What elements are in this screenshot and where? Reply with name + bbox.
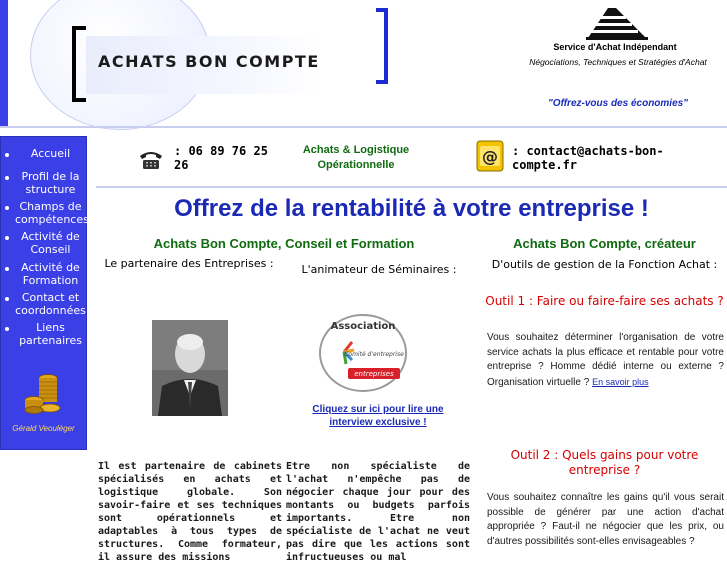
- author-signature: Gérald Veouléger: [12, 424, 75, 433]
- assoc-logo-mid: Comité d'entreprise: [344, 351, 404, 358]
- right-section-heading: Achats Bon Compte, créateur: [513, 236, 696, 251]
- slogan: "Offrez-vous des économies": [548, 98, 688, 109]
- sidebar-item-liens[interactable]: [1, 321, 88, 347]
- col1-subheading: Le partenaire des Entreprises :: [104, 257, 274, 270]
- service-title: Service d'Achat Indépendant: [553, 42, 677, 52]
- sidebar-item-label: Contact et coordonnées: [15, 291, 86, 317]
- col2-subheading: L'animateur de Séminaires :: [301, 263, 457, 276]
- sidebar-item-formation[interactable]: [1, 261, 88, 287]
- assoc-logo-top: Association: [330, 321, 396, 332]
- right-subheading: D'outils de gestion de la Fonction Achat :: [491, 258, 718, 271]
- outil1-title: Outil 1 : Faire ou faire-faire ses achats ?: [485, 294, 724, 308]
- service-subtitle: Négociations, Techniques et Stratégies d'Achat: [529, 57, 707, 67]
- sidebar-item-label: Activité de Formation: [21, 261, 80, 287]
- header-left-bar: [0, 0, 8, 128]
- bullet-icon: [5, 176, 9, 180]
- outil1-description: Vous souhaitez déterminer l'organisation de votre service achats la plus efficace et rentable pour votre entreprise ? Homme dédié interne ou externe ? Organisation virtuelle ?: [487, 332, 724, 388]
- header-divider: [0, 126, 727, 128]
- email-address[interactable]: : contact@achats-bon-compte.fr: [512, 144, 664, 172]
- sidebar-item-conseil[interactable]: [1, 230, 88, 256]
- page-headline: Offrez de la rentabilité à votre entreprise !: [174, 195, 649, 222]
- association-logo: [318, 312, 408, 394]
- sidebar-item-label: Liens partenaires: [19, 321, 82, 347]
- sidebar-item-competences[interactable]: [1, 200, 88, 226]
- site-header: [0, 0, 727, 128]
- interview-link[interactable]: Cliquez sur ici pour lire une interview exclusive !: [312, 404, 444, 428]
- portrait-photo: [152, 320, 228, 416]
- phone-number: : 06 89 76 25 26: [174, 144, 268, 172]
- bracket-right-decor: [376, 8, 388, 84]
- sidebar-item-label: Profil de la structure: [21, 170, 80, 196]
- bullet-icon: [5, 327, 9, 331]
- outil2-text: Vous souhaitez connaître les gains qu'il vous serait possible de générer par une action d'achat appropriée ? Faut-il ne négocier que les prix, ou d'autres possibilités sont-elles envisageables ?: [487, 492, 724, 547]
- phone-icon: [138, 150, 164, 170]
- brand-title: ACHATS BON COMPTE: [98, 52, 320, 71]
- sidebar-item-label: Champs de compétences: [15, 200, 89, 226]
- outil1-text: [487, 331, 724, 390]
- outil1-more-link[interactable]: En savoir plus: [592, 376, 649, 387]
- col2-text: Etre non spécialiste de l'achat n'empêche pas de négocier chaque jour pour des montants ou budgets parfois importants. Etre non spécialiste de l'achat ne veut pas dire que les actions sont infructueuses ou mal: [286, 461, 470, 563]
- outil2-title: Outil 2 : Quels gains pour votre entreprise ?: [510, 448, 699, 477]
- svg-text:@: @: [482, 147, 498, 166]
- assoc-logo-bottom: entreprises: [354, 370, 394, 378]
- sidebar-item-contact[interactable]: [1, 291, 88, 317]
- sidebar-item-label: Activité de Conseil: [21, 230, 80, 256]
- bracket-left-decor: [72, 26, 86, 102]
- left-section-heading: Achats Bon Compte, Conseil et Formation: [153, 236, 415, 251]
- bullet-icon: [5, 153, 9, 157]
- tagline-logistique: Achats & Logistique Opérationnelle: [302, 144, 410, 171]
- sidebar-item-accueil[interactable]: [1, 147, 88, 160]
- sidebar-item-profil[interactable]: [1, 170, 88, 196]
- bullet-icon: [5, 297, 9, 301]
- email-icon: [476, 140, 504, 172]
- bullet-icon: [5, 236, 9, 240]
- bullet-icon: [5, 267, 9, 271]
- content-divider: [96, 186, 727, 188]
- coins-icon: [20, 370, 66, 416]
- bullet-icon: [5, 206, 9, 210]
- sidebar-item-label: Accueil: [30, 147, 71, 160]
- col1-text: Il est partenaire de cabinets spécialisés en achats et logistique globale. Son savoir-faire et ses techniques sont opérationnels et adaptables à tous types de structures. Comme formateur, il assure des missions: [98, 461, 282, 563]
- pyramid-logo-icon: [586, 8, 648, 40]
